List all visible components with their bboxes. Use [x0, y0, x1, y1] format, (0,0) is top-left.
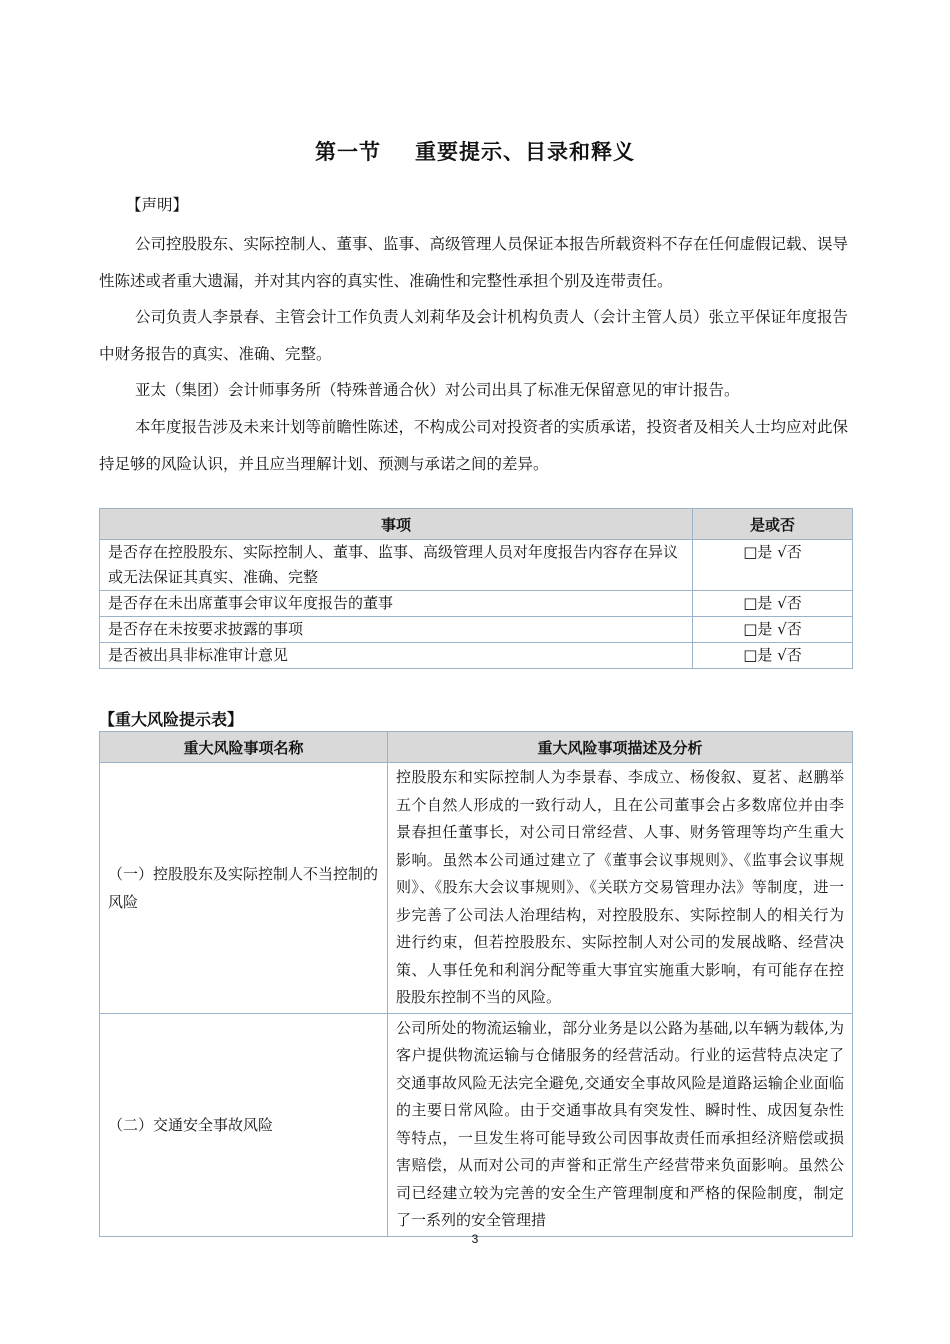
- matter-cell: 是否存在未按要求披露的事项: [100, 617, 693, 643]
- answer-cell: □是 √否: [693, 617, 853, 643]
- answer-cell: □是 √否: [693, 643, 853, 669]
- table-header-row: [100, 509, 853, 540]
- answer-cell: □是 √否: [693, 591, 853, 617]
- table-header-row: [100, 732, 853, 763]
- header-risk-name: 重大风险事项名称: [100, 732, 388, 763]
- header-risk-description: 重大风险事项描述及分析: [388, 732, 853, 763]
- paragraph-text: 公司控股股东、实际控制人、董事、监事、高级管理人员保证本报告所载资料不存在任何虚假记载、误导性陈述或者重大遗漏，并对其内容的真实性、准确性和完整性承担个别及连带责任。: [99, 235, 849, 290]
- paragraph-text: 公司负责人李景春、主管会计工作负责人刘莉华及会计机构负责人（会计主管人员）张立平保证年度报告中财务报告的真实、准确、完整。: [99, 308, 849, 363]
- risk-description-cell: 公司所处的物流运输业，部分业务是以公路为基础,以车辆为载体,为客户提供物流运输与仓储服务的经营活动。行业的运营特点决定了交通事故风险无法完全避免,交通安全事故风险是道路运输企业面临的主要日常风险。由于交通事故具有突发性、瞬时性、成因复杂性等特点，一旦发生将可能导致公司因事故责任而承担经济赔偿或损害赔偿，从而对公司的声誉和正常生产经营带来负面影响。虽然公司已经建立较为完善的安全生产管理制度和严格的保险制度，制定了一系列的安全管理措: [388, 1013, 853, 1236]
- matter-cell: 是否存在控股股东、实际控制人、董事、监事、高级管理人员对年度报告内容存在异议或无法保证其真实、准确、完整: [100, 540, 693, 591]
- matter-cell: 是否被出具非标准审计意见: [100, 643, 693, 669]
- risk-name-cell: （二）交通安全事故风险: [100, 1013, 388, 1236]
- page-number: 3: [471, 1232, 479, 1246]
- table-row: [100, 763, 853, 1014]
- paragraph-text: 亚太（集团）会计师事务所（特殊普通合伙）对公司出具了标准无保留意见的审计报告。: [135, 381, 740, 399]
- matter-cell: 是否存在未出席董事会审议年度报告的董事: [100, 591, 693, 617]
- section-number: 第一节: [315, 140, 381, 164]
- table-row: [100, 591, 853, 617]
- declaration-label: 【声明】: [126, 196, 189, 214]
- paragraph-guarantee: [99, 226, 854, 300]
- risk-section-title: 【重大风险提示表】: [99, 710, 244, 729]
- section-title: 重要提示、目录和释义: [415, 140, 635, 164]
- paragraph-forward-looking: [99, 409, 854, 483]
- table-row: [100, 540, 853, 591]
- header-matter: 事项: [100, 509, 693, 540]
- header-yes-no: 是或否: [693, 509, 853, 540]
- answer-cell: □是 √否: [693, 540, 853, 591]
- table-row: [100, 617, 853, 643]
- table-row: [100, 1013, 853, 1236]
- table-row: [100, 643, 853, 669]
- risk-name-cell: （一）控股股东及实际控制人不当控制的风险: [100, 763, 388, 1014]
- matters-table: [99, 508, 853, 669]
- page-title: [0, 136, 950, 166]
- paragraph-text: 本年度报告涉及未来计划等前瞻性陈述，不构成公司对投资者的实质承诺，投资者及相关人士均应对此保持足够的风险认识，并且应当理解计划、预测与承诺之间的差异。: [99, 418, 849, 473]
- paragraph-audit: [99, 372, 854, 409]
- risk-table: [99, 731, 853, 1237]
- risk-description-cell: 控股股东和实际控制人为李景春、李成立、杨俊叙、夏茗、赵鹏举五个自然人形成的一致行动人，且在公司董事会占多数席位并由李景春担任董事长，对公司日常经营、人事、财务管理等均产生重大影响。虽然本公司通过建立了《董事会议事规则》、《监事会议事规则》、《股东大会议事规则》、《关联方交易管理办法》等制度，进一步完善了公司法人治理结构，对控股股东、实际控制人的相关行为进行约束，但若控股股东、实际控制人对公司的发展战略、经营决策、人事任免和利润分配等重大事宜实施重大影响，有可能存在控股股东控制不当的风险。: [388, 763, 853, 1014]
- paragraph-responsible: [99, 299, 854, 373]
